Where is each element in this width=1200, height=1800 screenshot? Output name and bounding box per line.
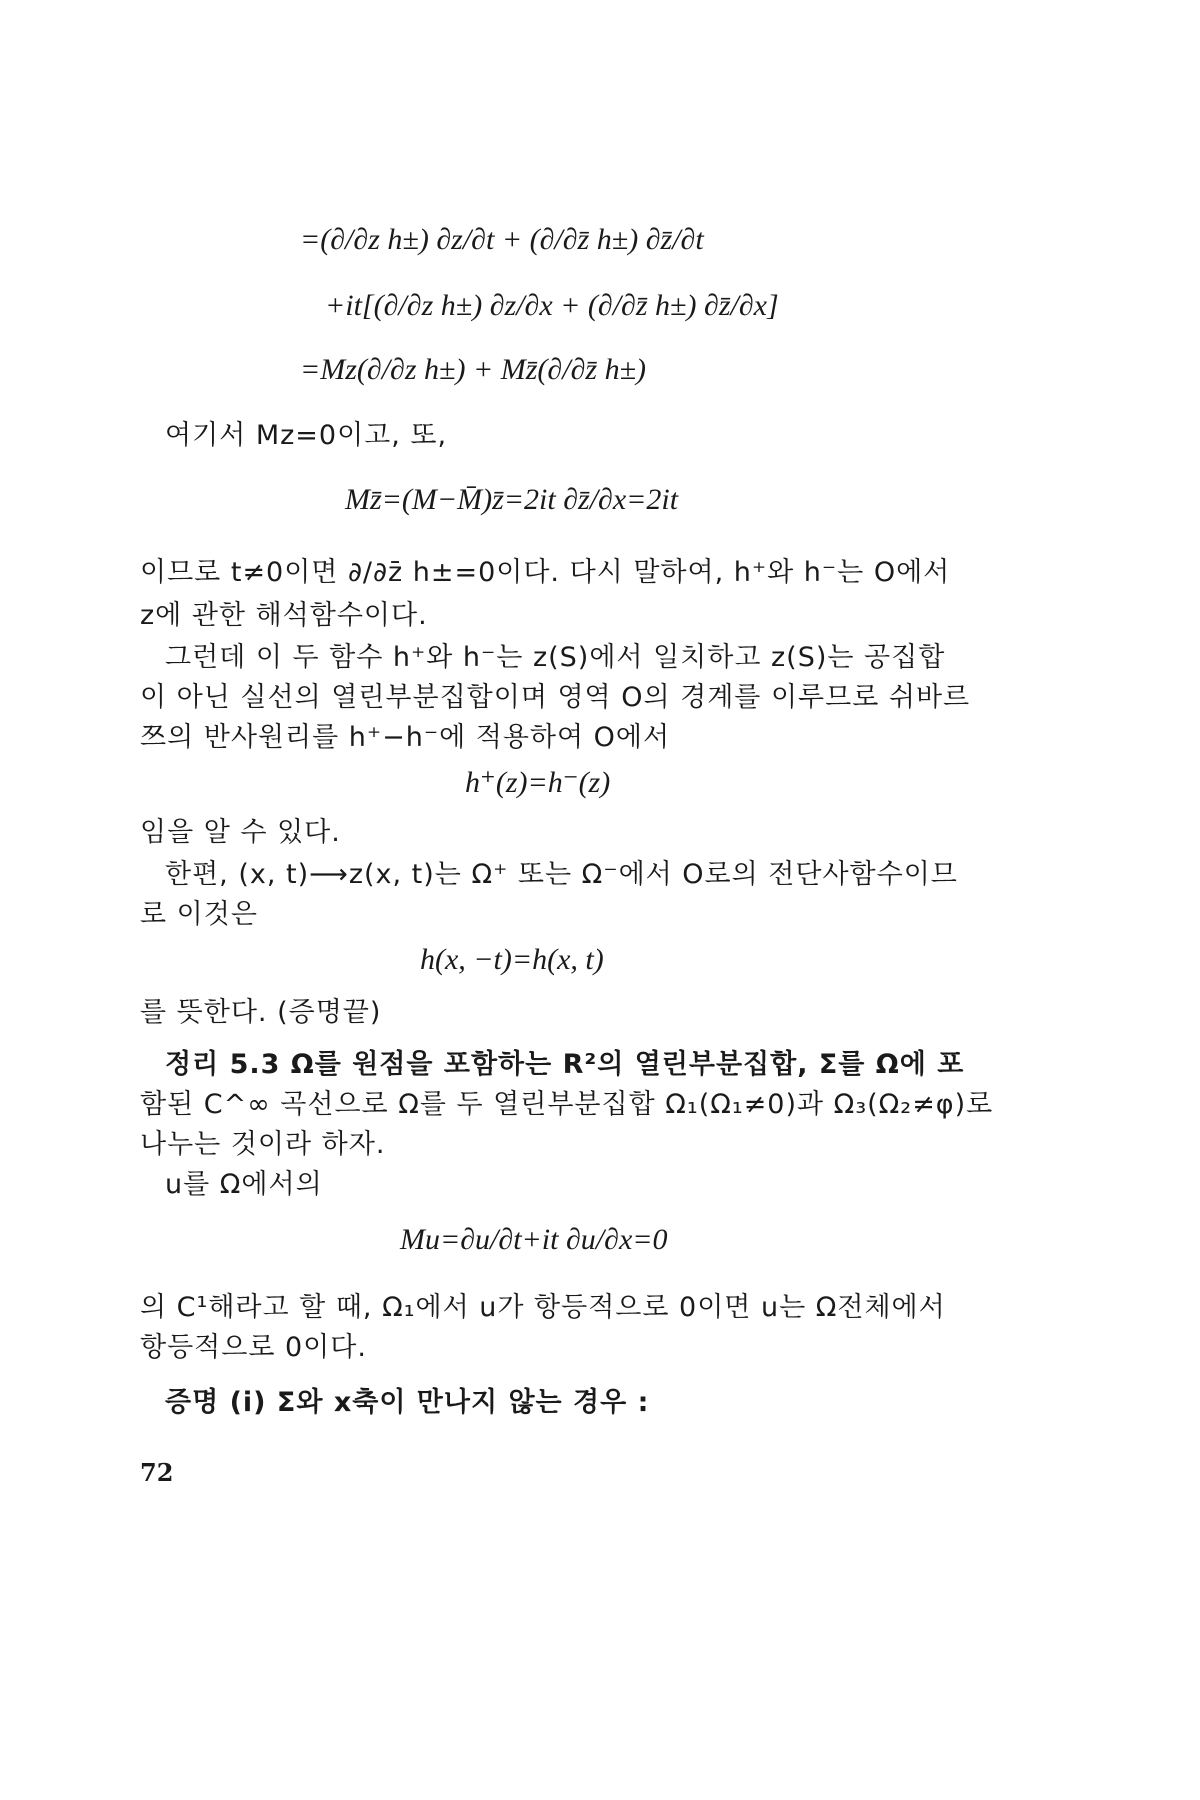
theorem-line-18: 함된 C^∞ 곡선으로 Ω를 두 열린부분집합 Ω₁(Ω₁≠0)과 Ω₃(Ω₂≠φ)로 bbox=[140, 1089, 994, 1120]
text-line-4: 여기서 Mz=0이고, 또, bbox=[165, 420, 448, 451]
text-line-8: 그런데 이 두 함수 h⁺와 h⁻는 z(S)에서 일치하고 z(S)는 공집합 bbox=[165, 642, 946, 673]
equation-line-3: =Mz(∂/∂z h±) + Mz̄(∂/∂z̄ h±) bbox=[300, 353, 647, 386]
equation-line-5: Mz̄=(M−M̄)z̄=2it ∂z̄/∂x=2it bbox=[345, 483, 679, 516]
text-line-7: z에 관한 해석함수이다. bbox=[140, 600, 428, 631]
text-line-10: 쯔의 반사원리를 h⁺−h⁻에 적용하여 O에서 bbox=[140, 722, 671, 753]
text-line-13: 한편, (x, t)⟶z(x, t)는 Ω⁺ 또는 Ω⁻에서 O로의 전단사함수이므 bbox=[165, 859, 958, 890]
equation-line-21: Mu=∂u/∂t+it ∂u/∂x=0 bbox=[400, 1223, 668, 1256]
text-line-22: 의 C¹해라고 할 때, Ω₁에서 u가 항등적으로 0이면 u는 Ω전체에서 bbox=[140, 1292, 946, 1323]
text-line-14: 로 이것은 bbox=[140, 899, 258, 930]
theorem-line-17: 정리 5.3 Ω를 원점을 포함하는 R²의 열린부분집합, Σ를 Ω에 포 bbox=[165, 1049, 965, 1080]
equation-line-11: h⁺(z)=h⁻(z) bbox=[465, 766, 611, 799]
text-line-16: 를 뜻한다. (증명끝) bbox=[140, 997, 382, 1028]
text-line-6: 이므로 t≠0이면 ∂/∂z̄ h±=0이다. 다시 말하여, h⁺와 h⁻는 O에서 bbox=[140, 557, 951, 588]
proof-line-24: 증명 (i) Σ와 x축이 만나지 않는 경우 : bbox=[165, 1387, 650, 1418]
text-line-9: 이 아닌 실선의 열린부분집합이며 영역 O의 경계를 이루므로 쉬바르 bbox=[140, 682, 971, 713]
page-number: 72 bbox=[140, 1458, 174, 1487]
equation-line-2: +it[(∂/∂z h±) ∂z/∂x + (∂/∂z̄ h±) ∂z̄/∂x] bbox=[325, 289, 779, 322]
text-line-23: 항등적으로 0이다. bbox=[140, 1332, 367, 1363]
theorem-line-20: u를 Ω에서의 bbox=[165, 1169, 323, 1200]
theorem-line-19: 나누는 것이라 하자. bbox=[140, 1129, 386, 1160]
equation-line-15: h(x, −t)=h(x, t) bbox=[420, 943, 604, 976]
equation-line-1: =(∂/∂z h±) ∂z/∂t + (∂/∂z̄ h±) ∂z̄/∂t bbox=[300, 223, 704, 256]
text-line-12: 임을 알 수 있다. bbox=[140, 817, 341, 848]
